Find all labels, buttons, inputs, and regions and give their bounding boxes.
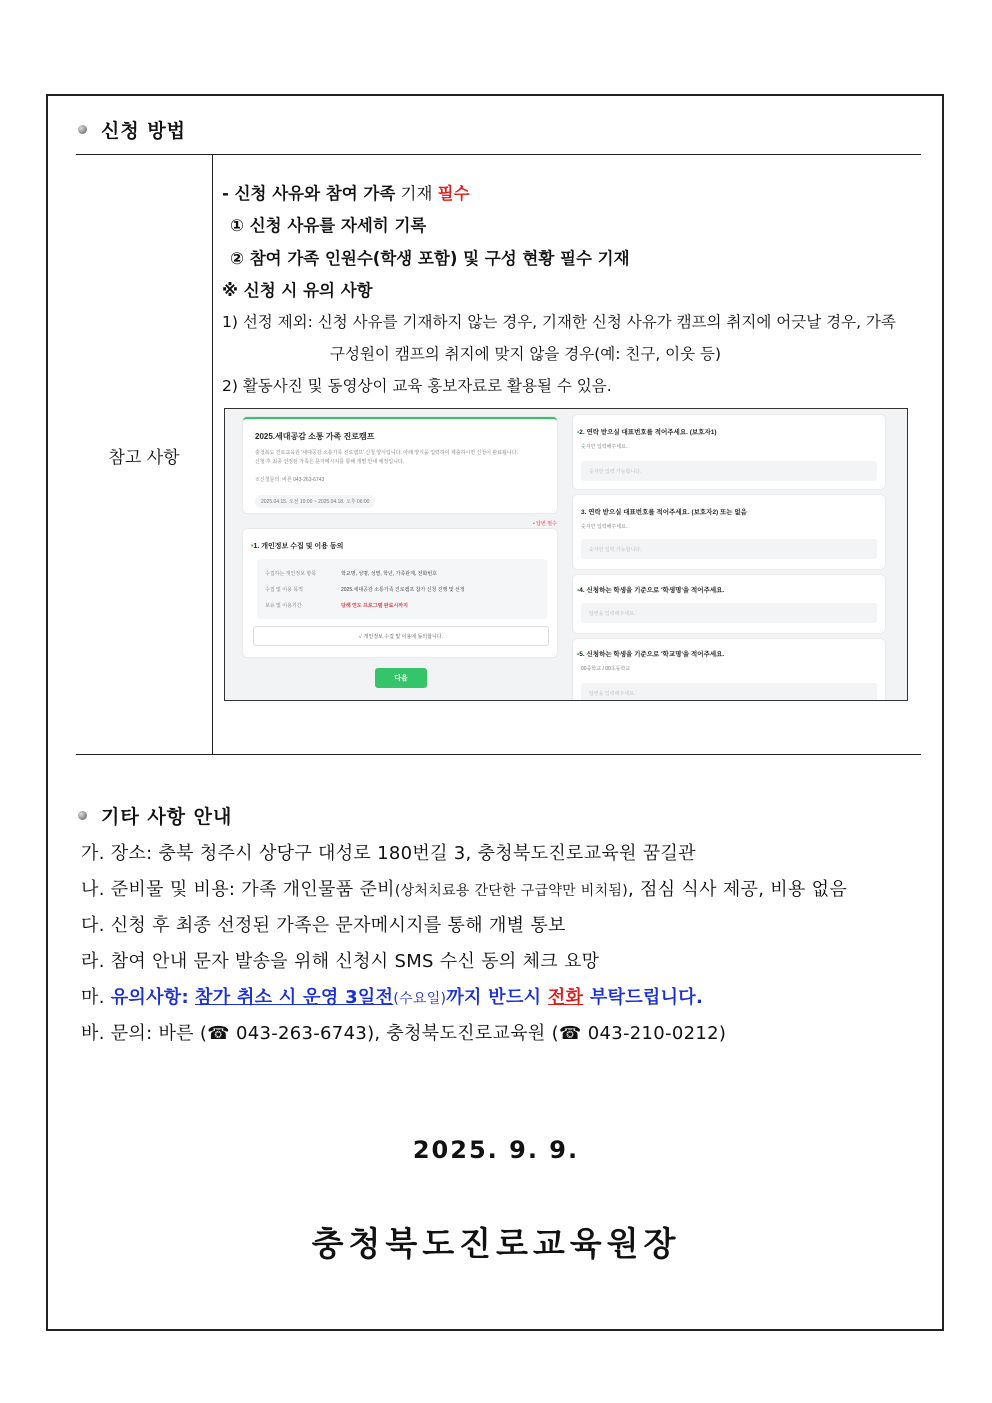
table-top-rule [76,154,921,155]
issuer-signature: 충청북도진로교육원장 [311,1224,681,1263]
note-line-7: 2) 활동사진 및 동영상이 교육 홍보자료로 활용될 수 있음. [222,377,612,395]
consent-table [257,559,547,619]
consent-value-1: 학교명, 성명, 성별, 학년, 가족관계, 전화번호 [341,571,438,577]
note-line-2: ① 신청 사유를 자세히 기록 [230,216,427,235]
note-line-4: ※ 신청 시 유의 사항 [222,281,373,300]
note-line-1: - 신청 사유와 참여 가족 기재 필수 [222,184,470,203]
question-3: 3. 연락 받으실 대표번호를 적어주세요. (보호자2) 또는 없음 [581,509,747,516]
question-1: •1. 개인정보 수집 및 이용 동의 [251,543,344,550]
question-3-input[interactable]: 숫자만 입력 가능합니다. [581,539,877,559]
question-3-card [573,495,885,569]
consent-card [243,529,557,657]
form-desc-2: 신청 후 최종 선정된 가족은 문자메시지를 통해 개별 안내 예정입니다. [255,459,405,465]
form-title: 2025.세대공감 소통 가족 진로캠프 [255,432,375,441]
question-2-input[interactable]: 숫자만 입력 가능합니다. [581,461,877,481]
question-4: •4. 신청하는 학생을 기준으로 '학생명'을 적어주세요. [577,587,725,594]
question-2-card [573,415,885,489]
table-bottom-rule [76,754,921,755]
consent-key-1: 수집하는 개인정보 항목 [265,571,317,577]
bullet-icon [78,811,87,820]
info-notification: 다. 신청 후 최종 선정된 가족은 문자메시지를 통해 개별 통보 [81,915,566,936]
consent-value-3: 당해 연도 프로그램 완료시까지 [341,603,408,609]
row-label: 참고 사항 [108,447,180,468]
question-2: •2. 연락 받으실 대표번호를 적어주세요. (보호자1) [577,429,717,436]
consent-value-2: 2025.세대공감 소통가족 진로캠프 참가 신청 진행 및 선정 [341,587,465,593]
form-screenshot [224,408,908,701]
form-header-card [243,417,557,513]
info-sms: 라. 참여 안내 문자 발송을 위해 신청시 SMS 수신 동의 체크 요망 [81,951,600,972]
table-column-divider [212,155,213,754]
form-period: 2025.04.15. 오전 10:00 ~ 2025.04.18. 오후 06:00 [255,495,375,508]
bullet-icon [78,125,87,134]
consent-key-2: 수집 및 이용 목적 [265,587,303,593]
form-desc-1: 충청북도 진로교육원 '세대공감 소통가족 진로캠프' 신청 양식입니다. 아래 양식을 입력하여 제출하시면 신청이 완료됩니다. [255,450,518,456]
info-place: 가. 장소: 충북 청주시 상당구 대성로 180번길 3, 충청북도진로교육원 꿈길관 [81,843,696,864]
question-5-input[interactable]: 답변을 입력해주세요. [581,683,877,701]
info-caution: 마. 유의사항: 참가 취소 시 운영 3일전(수요일)까지 반드시 전화 부탁드립니다. [81,987,704,1008]
required-note: • 답변 필수 [533,521,557,527]
question-3-hint: 숫자만 입력해주세요. [581,524,628,530]
info-contact: 바. 문의: 바른 (☎ 043-263-6743), 충청북도진로교육원 (☎ 043-210-0212) [81,1023,727,1044]
next-button[interactable]: 다음 [375,668,427,688]
section-title-other: 기타 사항 안내 [78,802,232,829]
note-line-3: ② 참여 가족 인원수(학생 포함) 및 구성 현황 필수 기재 [230,249,630,268]
question-5-card [573,639,885,701]
consent-key-3: 보유 및 이용기간 [265,603,302,609]
question-5-hint: 00중학교 / 00초등학교 [581,666,631,672]
consent-agree-checkbox[interactable]: ✓ 개인정보 수집 및 이용에 동의합니다. [253,626,549,646]
form-contact: ※신청문의: 바른 043-263-6743 [255,477,325,483]
note-line-6: 구성원이 캠프의 취지에 맞지 않을 경우(예: 친구, 이웃 등) [330,345,722,363]
question-5: •5. 신청하는 학생을 기준으로 '학교명'을 적어주세요. [577,651,725,658]
question-4-input[interactable]: 답변을 입력해주세요. [581,603,877,623]
note-line-5: 1) 선정 제외: 신청 사유를 기재하지 않는 경우, 기재한 신청 사유가 캠프의 취지에 어긋날 경우, 가족 [222,313,896,331]
section-title-application: 신청 방법 [78,116,186,143]
document-date: 2025. 9. 9. [412,1136,580,1164]
question-2-hint: 숫자만 입력해주세요. [581,444,628,450]
info-supplies: 나. 준비물 및 비용: 가족 개인물품 준비(상처치료용 간단한 구급약만 비치됨), 점심 식사 제공, 비용 없음 [81,879,848,900]
question-4-card [573,575,885,633]
